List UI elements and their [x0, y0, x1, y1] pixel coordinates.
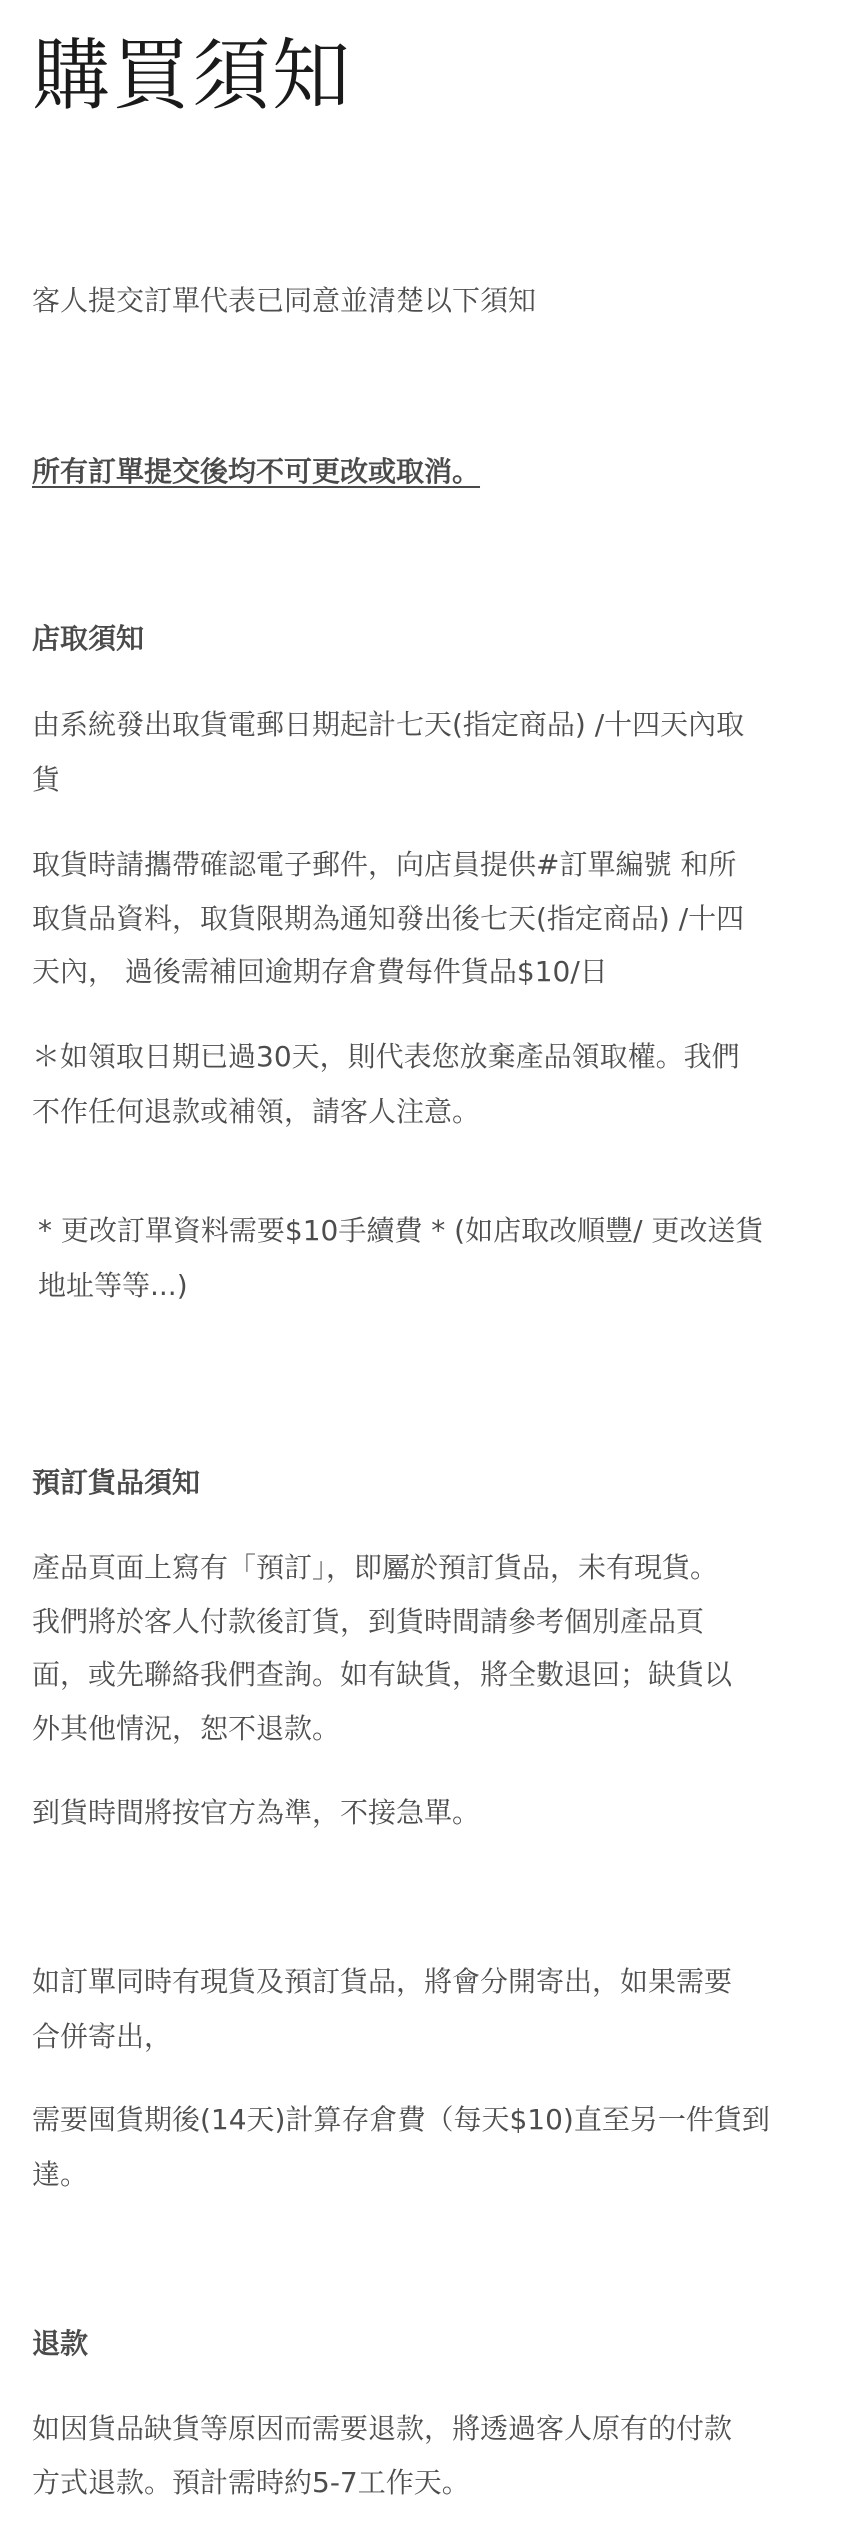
pickup-p2-line2: 取貨品資料，取貨限期為通知發出後七天(指定商品) /十四 [32, 902, 745, 935]
section-heading-pickup: 店取須知 [32, 622, 145, 655]
pickup-p3-line2: 不作任何退款或補領，請客人注意。 [32, 1095, 481, 1128]
preorder-p4-line2: 達。 [32, 2158, 89, 2191]
preorder-p1-line4: 外其他情況，恕不退款。 [32, 1712, 341, 1745]
preorder-p3-line2: 合併寄出， [32, 2020, 173, 2053]
preorder-p1-line3: 面，或先聯絡我們查詢。如有缺貨，將全數退回；缺貨以 [32, 1658, 733, 1691]
pickup-p1-line2: 貨 [32, 763, 61, 796]
pickup-p4-line2: 地址等等...) [38, 1269, 188, 1302]
section-heading-refund: 退款 [32, 2327, 89, 2360]
pickup-p1-line1: 由系統發出取貨電郵日期起計七天(指定商品) /十四天內取 [32, 708, 745, 741]
no-cancel-notice: 所有訂單提交後均不可更改或取消。 [32, 455, 481, 488]
preorder-p1-line2: 我們將於客人付款後訂貨，到貨時間請參考個別產品頁 [32, 1605, 705, 1638]
page-title: 購買須知 [32, 31, 353, 121]
preorder-p4-line1: 需要囤貨期後(14天)計算存倉費（每天$10)直至另一件貨到 [32, 2103, 770, 2136]
pickup-p3-line1: ＊如領取日期已過30天，則代表您放棄產品領取權。我們 [32, 1040, 740, 1073]
preorder-p1-line1: 產品頁面上寫有「預訂」，即屬於預訂貨品，未有現貨。 [32, 1551, 719, 1584]
pickup-p2-line1: 取貨時請攜帶確認電子郵件，向店員提供#訂單編號 和所 [32, 848, 737, 881]
preorder-p3-line1: 如訂單同時有現貨及預訂貨品，將會分開寄出，如果需要 [32, 1965, 733, 1998]
refund-p1-line1: 如因貨品缺貨等原因而需要退款，將透過客人原有的付款 [32, 2412, 733, 2445]
refund-p1-line2: 方式退款。預計需時約5-7工作天。 [32, 2466, 470, 2499]
intro-text: 客人提交訂單代表已同意並清楚以下須知 [32, 284, 537, 317]
preorder-p2-line1: 到貨時間將按官方為準，不接急單。 [32, 1796, 481, 1829]
section-heading-preorder: 預訂貨品須知 [32, 1466, 201, 1499]
pickup-p4-line1: * 更改訂單資料需要$10手續費 * (如店取改順豐/ 更改送貨 [38, 1214, 764, 1247]
pickup-p2-line3: 天內， 過後需補回逾期存倉費每件貨品$10/日 [32, 955, 608, 988]
